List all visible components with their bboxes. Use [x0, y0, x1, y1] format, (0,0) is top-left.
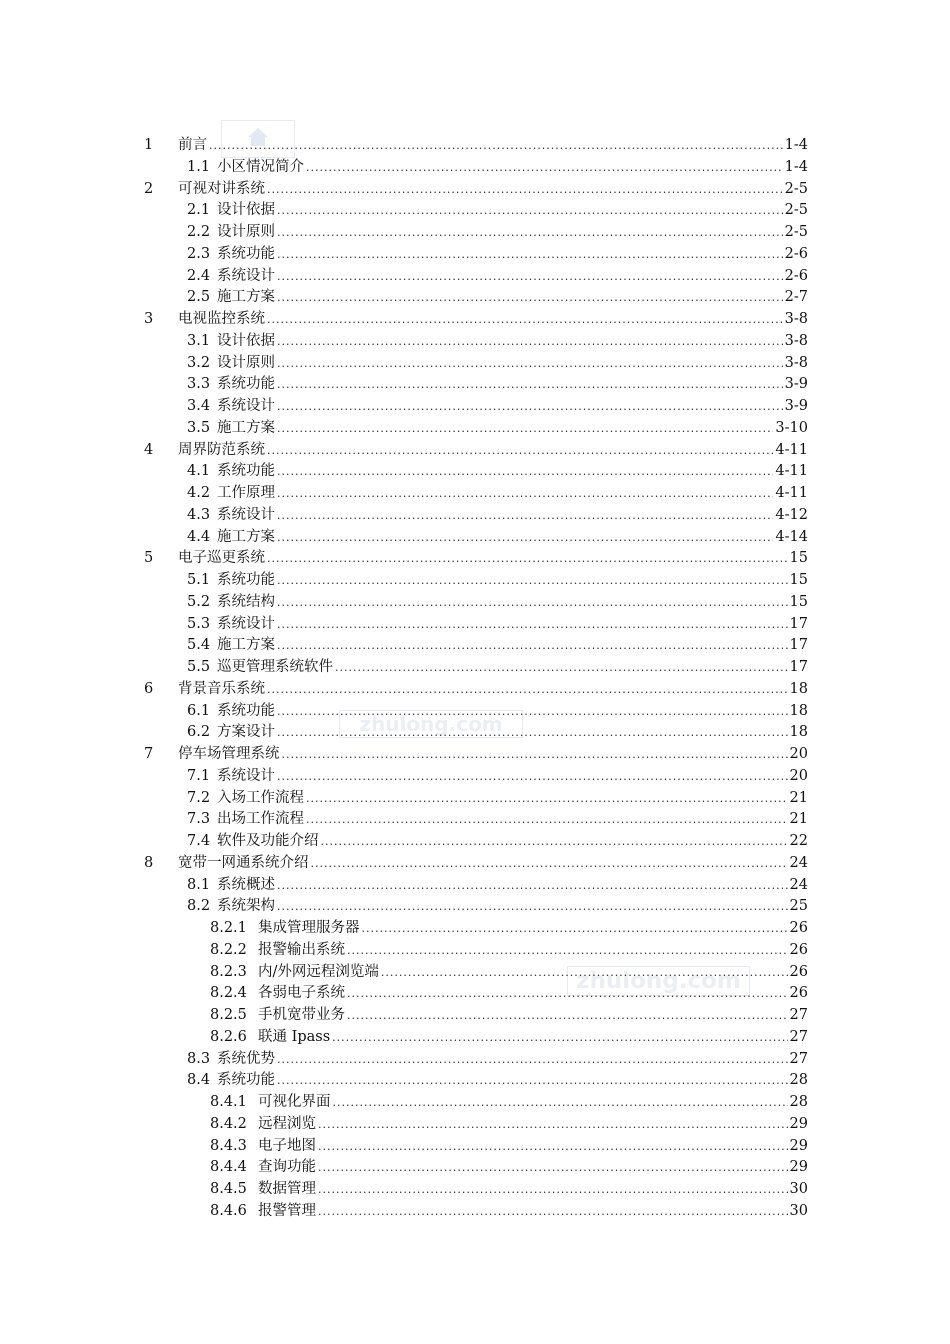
toc-entry[interactable] — [144, 287, 808, 309]
toc-leader-dots — [277, 505, 773, 527]
toc-entry[interactable] — [144, 1005, 808, 1027]
toc-entry-title: 系统功能 — [217, 376, 275, 393]
toc-entry-page: 1-4 — [784, 158, 808, 175]
toc-leader-dots — [306, 157, 783, 179]
toc-leader-dots — [318, 1157, 788, 1179]
toc-entry-title: 背景音乐系统 — [178, 680, 265, 697]
toc-entry-title: 电子巡更系统 — [178, 550, 265, 567]
toc-entry[interactable] — [144, 1027, 808, 1049]
toc-entry-page: 2-5 — [784, 180, 808, 197]
toc-leader-dots — [267, 440, 773, 462]
toc-entry[interactable] — [144, 331, 808, 353]
toc-entry-title: 远程浏览 — [258, 1115, 316, 1132]
toc-entry[interactable] — [144, 831, 808, 853]
toc-entry-title: 报警管理 — [258, 1202, 316, 1219]
toc-entry-title: 系统优势 — [217, 1050, 275, 1067]
toc-leader-dots — [267, 179, 783, 201]
toc-entry-title: 联通 Ipass — [258, 1028, 331, 1045]
toc-entry-number: 8.2.4 — [210, 985, 247, 1002]
toc-entry-title: 周界防范系统 — [178, 441, 265, 458]
toc-entry[interactable] — [144, 657, 808, 679]
toc-entry-number: 2.1 — [187, 202, 211, 219]
toc-entry-page: 15 — [789, 572, 808, 588]
toc-entry-title: 系统设计 — [217, 506, 275, 523]
toc-entry-number: 8.2.1 — [210, 920, 247, 936]
toc-leader-dots — [311, 853, 788, 875]
toc-entry-page: 15 — [789, 593, 808, 610]
toc-entry-number: 3.5 — [187, 419, 211, 436]
toc-leader-dots — [277, 896, 788, 918]
toc-entry-page: 22 — [789, 833, 808, 849]
toc-entry[interactable] — [144, 940, 808, 962]
toc-entry-page: 21 — [789, 789, 808, 806]
toc-entry-title: 设计依据 — [217, 202, 275, 219]
toc-entry-number: 5 — [144, 550, 154, 567]
toc-entry-title: 系统结构 — [217, 593, 275, 610]
toc-leader-dots — [306, 788, 788, 810]
toc-entry-title: 出场工作流程 — [217, 811, 304, 828]
toc-entry-title: 施工方案 — [217, 637, 275, 654]
toc-entry-page: 20 — [789, 767, 808, 784]
toc-entry[interactable] — [144, 679, 808, 701]
toc-entry[interactable] — [144, 353, 808, 375]
toc-leader-dots — [321, 831, 788, 853]
toc-entry[interactable] — [144, 635, 808, 657]
toc-leader-dots — [347, 1005, 788, 1027]
toc-entry-number: 7.2 — [187, 789, 211, 806]
toc-entry-title: 软件及功能介绍 — [217, 833, 319, 849]
toc-entry-number: 2.5 — [187, 289, 211, 306]
toc-entry[interactable] — [144, 440, 808, 462]
toc-entry-page: 2-6 — [784, 267, 808, 284]
toc-entry-page: 24 — [789, 876, 808, 893]
toc-entry-page: 3-8 — [784, 332, 808, 349]
toc-entry-title: 系统设计 — [217, 398, 275, 414]
toc-leader-dots — [347, 983, 788, 1005]
toc-leader-dots — [277, 353, 783, 375]
toc-entry-number: 6.1 — [187, 702, 211, 719]
toc-entry-page: 17 — [789, 637, 808, 654]
toc-entry-title: 设计原则 — [217, 354, 275, 371]
toc-entry-title: 宽带一网通系统介绍 — [178, 854, 309, 871]
toc-entry-title: 入场工作流程 — [217, 789, 304, 806]
toc-entry-number: 1 — [144, 137, 154, 153]
toc-entry[interactable] — [144, 244, 808, 266]
toc-entry[interactable] — [144, 962, 808, 984]
toc-entry[interactable] — [144, 461, 808, 483]
toc-entry-number: 5.3 — [187, 615, 211, 632]
toc-leader-dots — [277, 701, 788, 723]
toc-entry-page: 18 — [789, 702, 808, 719]
toc-entry-page: 2-6 — [784, 245, 808, 262]
toc-entry[interactable] — [144, 788, 808, 810]
toc-entry-page: 20 — [789, 746, 808, 762]
toc-leader-dots — [209, 135, 783, 157]
toc-leader-dots — [318, 1136, 788, 1158]
toc-entry-number: 4.1 — [187, 463, 211, 480]
toc-entry[interactable] — [144, 483, 808, 505]
toc-entry-title: 系统功能 — [217, 702, 275, 719]
toc-entry[interactable] — [144, 222, 808, 244]
toc-entry-page: 18 — [789, 680, 808, 697]
toc-entry-number: 1.1 — [187, 158, 211, 175]
toc-entry-number: 8.4.3 — [210, 1137, 247, 1154]
toc-entry-title: 可视对讲系统 — [178, 180, 265, 197]
toc-entry-title: 施工方案 — [217, 528, 275, 545]
toc-leader-dots — [335, 657, 788, 679]
toc-entry-page: 2-7 — [784, 289, 808, 306]
toc-entry-number: 8.2.5 — [210, 1007, 247, 1023]
toc-entry-title: 系统架构 — [217, 898, 275, 915]
toc-entry[interactable] — [144, 701, 808, 723]
toc-entry-page: 26 — [789, 920, 808, 936]
toc-entry-number: 5.4 — [187, 637, 211, 654]
toc-entry-page: 27 — [789, 1007, 808, 1023]
toc-leader-dots — [277, 875, 788, 897]
toc-leader-dots — [267, 309, 783, 331]
toc-entry-number: 4 — [144, 441, 154, 458]
toc-entry-page: 4-11 — [775, 463, 808, 480]
toc-entry-page: 27 — [789, 1050, 808, 1067]
toc-entry-number: 8.4.6 — [210, 1202, 247, 1219]
toc-entry-number: 8.4.1 — [210, 1094, 247, 1110]
toc-entry[interactable] — [144, 809, 808, 831]
toc-entry-title: 小区情况简介 — [217, 158, 304, 175]
toc-entry-number: 5.1 — [187, 572, 211, 588]
toc-entry-number: 8.2.3 — [210, 963, 247, 980]
toc-entry-title: 施工方案 — [217, 289, 275, 306]
toc-entry-title: 集成管理服务器 — [258, 920, 360, 936]
toc-leader-dots — [282, 744, 788, 766]
toc-entry-page: 29 — [789, 1137, 808, 1154]
toc-entry-title: 系统概述 — [217, 876, 275, 893]
toc-entry[interactable] — [144, 266, 808, 288]
toc-entry-number: 8.2.6 — [210, 1028, 247, 1045]
toc-entry-page: 30 — [789, 1202, 808, 1219]
toc-entry[interactable] — [144, 1070, 808, 1092]
toc-leader-dots — [277, 331, 783, 353]
toc-entry[interactable] — [144, 1201, 808, 1223]
toc-entry[interactable] — [144, 983, 808, 1005]
toc-entry[interactable] — [144, 1049, 808, 1071]
toc-entry-title: 数据管理 — [258, 1181, 316, 1197]
toc-entry-page: 27 — [789, 1028, 808, 1045]
toc-entry-number: 8.4.2 — [210, 1115, 247, 1132]
toc-entry[interactable] — [144, 1157, 808, 1179]
toc-entry-page: 28 — [789, 1094, 808, 1110]
toc-entry[interactable] — [144, 548, 808, 570]
toc-entry-number: 8.3 — [187, 1050, 211, 1067]
toc-leader-dots — [347, 940, 788, 962]
toc-entry-number: 8.2.2 — [210, 941, 247, 958]
toc-entry-number: 7.1 — [187, 767, 211, 784]
toc-entry-title: 系统功能 — [217, 245, 275, 262]
toc-entry-number: 5.2 — [187, 593, 211, 610]
toc-entry-number: 3 — [144, 311, 154, 327]
toc-entry[interactable] — [144, 1114, 808, 1136]
toc-entry-page: 1-4 — [784, 137, 808, 153]
toc-entry-number: 8.4.5 — [210, 1181, 247, 1197]
toc-entry-number: 4.3 — [187, 506, 211, 523]
toc-entry-page: 3-9 — [784, 398, 808, 414]
toc-leader-dots — [277, 483, 773, 505]
watermark-mid: zhulong.com — [339, 710, 523, 738]
toc-entry-title: 巡更管理系统软件 — [217, 659, 333, 675]
toc-entry[interactable] — [144, 614, 808, 636]
toc-leader-dots — [277, 570, 788, 592]
toc-leader-dots — [277, 592, 788, 614]
toc-entry[interactable] — [144, 396, 808, 418]
toc-entry-number: 2.2 — [187, 224, 211, 240]
toc-entry-number: 3.3 — [187, 376, 211, 393]
toc-entry-number: 8.1 — [187, 876, 211, 893]
table-of-contents — [144, 135, 808, 1223]
toc-entry-number: 2 — [144, 180, 154, 197]
toc-entry-title: 前言 — [178, 137, 207, 153]
toc-leader-dots — [277, 527, 773, 549]
toc-leader-dots — [277, 635, 788, 657]
toc-entry-page: 2-5 — [784, 202, 808, 219]
toc-entry-title: 手机宽带业务 — [258, 1007, 345, 1023]
toc-entry[interactable] — [144, 179, 808, 201]
toc-leader-dots — [277, 766, 788, 788]
toc-entry-page: 25 — [789, 898, 808, 915]
toc-entry-page: 15 — [789, 550, 808, 567]
toc-entry[interactable] — [144, 853, 808, 875]
toc-entry-number: 8.2 — [187, 898, 211, 915]
toc-leader-dots — [277, 1049, 788, 1071]
toc-leader-dots — [277, 200, 783, 222]
toc-entry-number: 8 — [144, 854, 154, 871]
toc-entry-title: 设计原则 — [217, 224, 275, 240]
toc-entry-number: 4.2 — [187, 485, 211, 501]
toc-entry[interactable] — [144, 1092, 808, 1114]
toc-entry[interactable] — [144, 1179, 808, 1201]
toc-entry-page: 17 — [789, 659, 808, 675]
toc-entry-title: 施工方案 — [217, 419, 275, 436]
toc-entry-number: 3.2 — [187, 354, 211, 371]
toc-entry-number: 8.4 — [187, 1072, 211, 1089]
toc-entry-page: 3-8 — [784, 354, 808, 371]
toc-leader-dots — [277, 374, 783, 396]
toc-entry-number: 2.3 — [187, 245, 211, 262]
toc-entry-page: 2-5 — [784, 224, 808, 240]
toc-entry-title: 系统功能 — [217, 463, 275, 480]
toc-leader-dots — [277, 614, 788, 636]
toc-leader-dots — [277, 418, 773, 440]
toc-entry[interactable] — [144, 418, 808, 440]
toc-leader-dots — [267, 548, 788, 570]
toc-entry-page: 30 — [789, 1181, 808, 1197]
toc-entry-page: 24 — [789, 854, 808, 871]
toc-entry[interactable] — [144, 309, 808, 331]
watermark-bottom: zhulong.com — [567, 966, 750, 996]
toc-entry-page: 4-12 — [775, 506, 808, 523]
toc-entry-number: 6 — [144, 680, 154, 697]
toc-entry-page: 17 — [789, 615, 808, 632]
toc-entry[interactable] — [144, 592, 808, 614]
toc-leader-dots — [332, 1027, 787, 1049]
toc-entry[interactable] — [144, 200, 808, 222]
toc-entry-title: 报警输出系统 — [258, 941, 345, 958]
toc-leader-dots — [277, 266, 783, 288]
toc-leader-dots — [267, 679, 788, 701]
toc-leader-dots — [277, 1070, 788, 1092]
toc-entry-title: 系统功能 — [217, 1072, 275, 1089]
toc-entry[interactable] — [144, 570, 808, 592]
toc-entry-number: 2.4 — [187, 267, 211, 284]
toc-entry[interactable] — [144, 527, 808, 549]
toc-entry-number: 3.1 — [187, 332, 211, 349]
toc-entry-page: 29 — [789, 1115, 808, 1132]
toc-entry[interactable] — [144, 1136, 808, 1158]
toc-leader-dots — [277, 461, 773, 483]
toc-entry[interactable] — [144, 722, 808, 744]
toc-entry[interactable] — [144, 505, 808, 527]
toc-entry-page: 4-11 — [775, 441, 808, 458]
toc-leader-dots — [277, 222, 783, 244]
toc-entry-page: 4-14 — [775, 528, 808, 545]
toc-entry[interactable] — [144, 157, 808, 179]
toc-entry-number: 6.2 — [187, 724, 211, 741]
toc-entry-number: 4.4 — [187, 528, 211, 545]
toc-entry-title: 电子地图 — [258, 1137, 316, 1154]
toc-entry-page: 26 — [789, 985, 808, 1002]
toc-leader-dots — [277, 722, 788, 744]
toc-entry-page: 18 — [789, 724, 808, 741]
toc-leader-dots — [318, 1201, 788, 1223]
toc-leader-dots — [318, 1114, 788, 1136]
toc-entry-title: 电视监控系统 — [178, 311, 265, 327]
toc-entry-number: 8.4.4 — [210, 1159, 247, 1176]
toc-entry[interactable] — [144, 766, 808, 788]
toc-entry-page: 3-9 — [784, 376, 808, 393]
toc-entry-page: 3-10 — [775, 419, 808, 436]
toc-leader-dots — [381, 962, 788, 984]
toc-entry-number: 7 — [144, 746, 154, 762]
toc-entry[interactable] — [144, 875, 808, 897]
toc-entry[interactable] — [144, 918, 808, 940]
toc-leader-dots — [277, 396, 783, 418]
toc-entry[interactable] — [144, 744, 808, 766]
toc-entry-title: 各弱电子系统 — [258, 985, 345, 1002]
toc-entry-number: 7.4 — [187, 833, 211, 849]
toc-entry[interactable] — [144, 896, 808, 918]
toc-entry-page: 26 — [789, 963, 808, 980]
toc-entry-title: 系统设计 — [217, 615, 275, 632]
toc-entry-title: 可视化界面 — [258, 1094, 331, 1110]
toc-entry-title: 内/外网远程浏览端 — [258, 963, 379, 980]
toc-entry-title: 停车场管理系统 — [178, 746, 280, 762]
toc-entry-page: 28 — [789, 1072, 808, 1089]
toc-entry[interactable] — [144, 135, 808, 157]
toc-leader-dots — [277, 287, 783, 309]
toc-entry-number: 5.5 — [187, 659, 211, 675]
toc-leader-dots — [277, 244, 783, 266]
toc-leader-dots — [318, 1179, 788, 1201]
toc-entry-title: 系统设计 — [217, 767, 275, 784]
toc-entry-title: 工作原理 — [217, 485, 275, 501]
toc-entry-title: 查询功能 — [258, 1159, 316, 1176]
toc-entry-title: 设计依据 — [217, 332, 275, 349]
toc-leader-dots — [306, 809, 788, 831]
toc-leader-dots — [362, 918, 788, 940]
toc-entry-page: 26 — [789, 941, 808, 958]
toc-entry-page: 21 — [789, 811, 808, 828]
toc-entry-page: 3-8 — [784, 311, 808, 327]
toc-entry[interactable] — [144, 374, 808, 396]
toc-entry-number: 7.3 — [187, 811, 211, 828]
toc-entry-title: 系统功能 — [217, 572, 275, 588]
toc-entry-page: 29 — [789, 1159, 808, 1176]
toc-entry-title: 方案设计 — [217, 724, 275, 741]
toc-entry-title: 系统设计 — [217, 267, 275, 284]
toc-entry-number: 3.4 — [187, 398, 211, 414]
toc-leader-dots — [333, 1092, 788, 1114]
toc-entry-page: 4-11 — [775, 485, 808, 501]
